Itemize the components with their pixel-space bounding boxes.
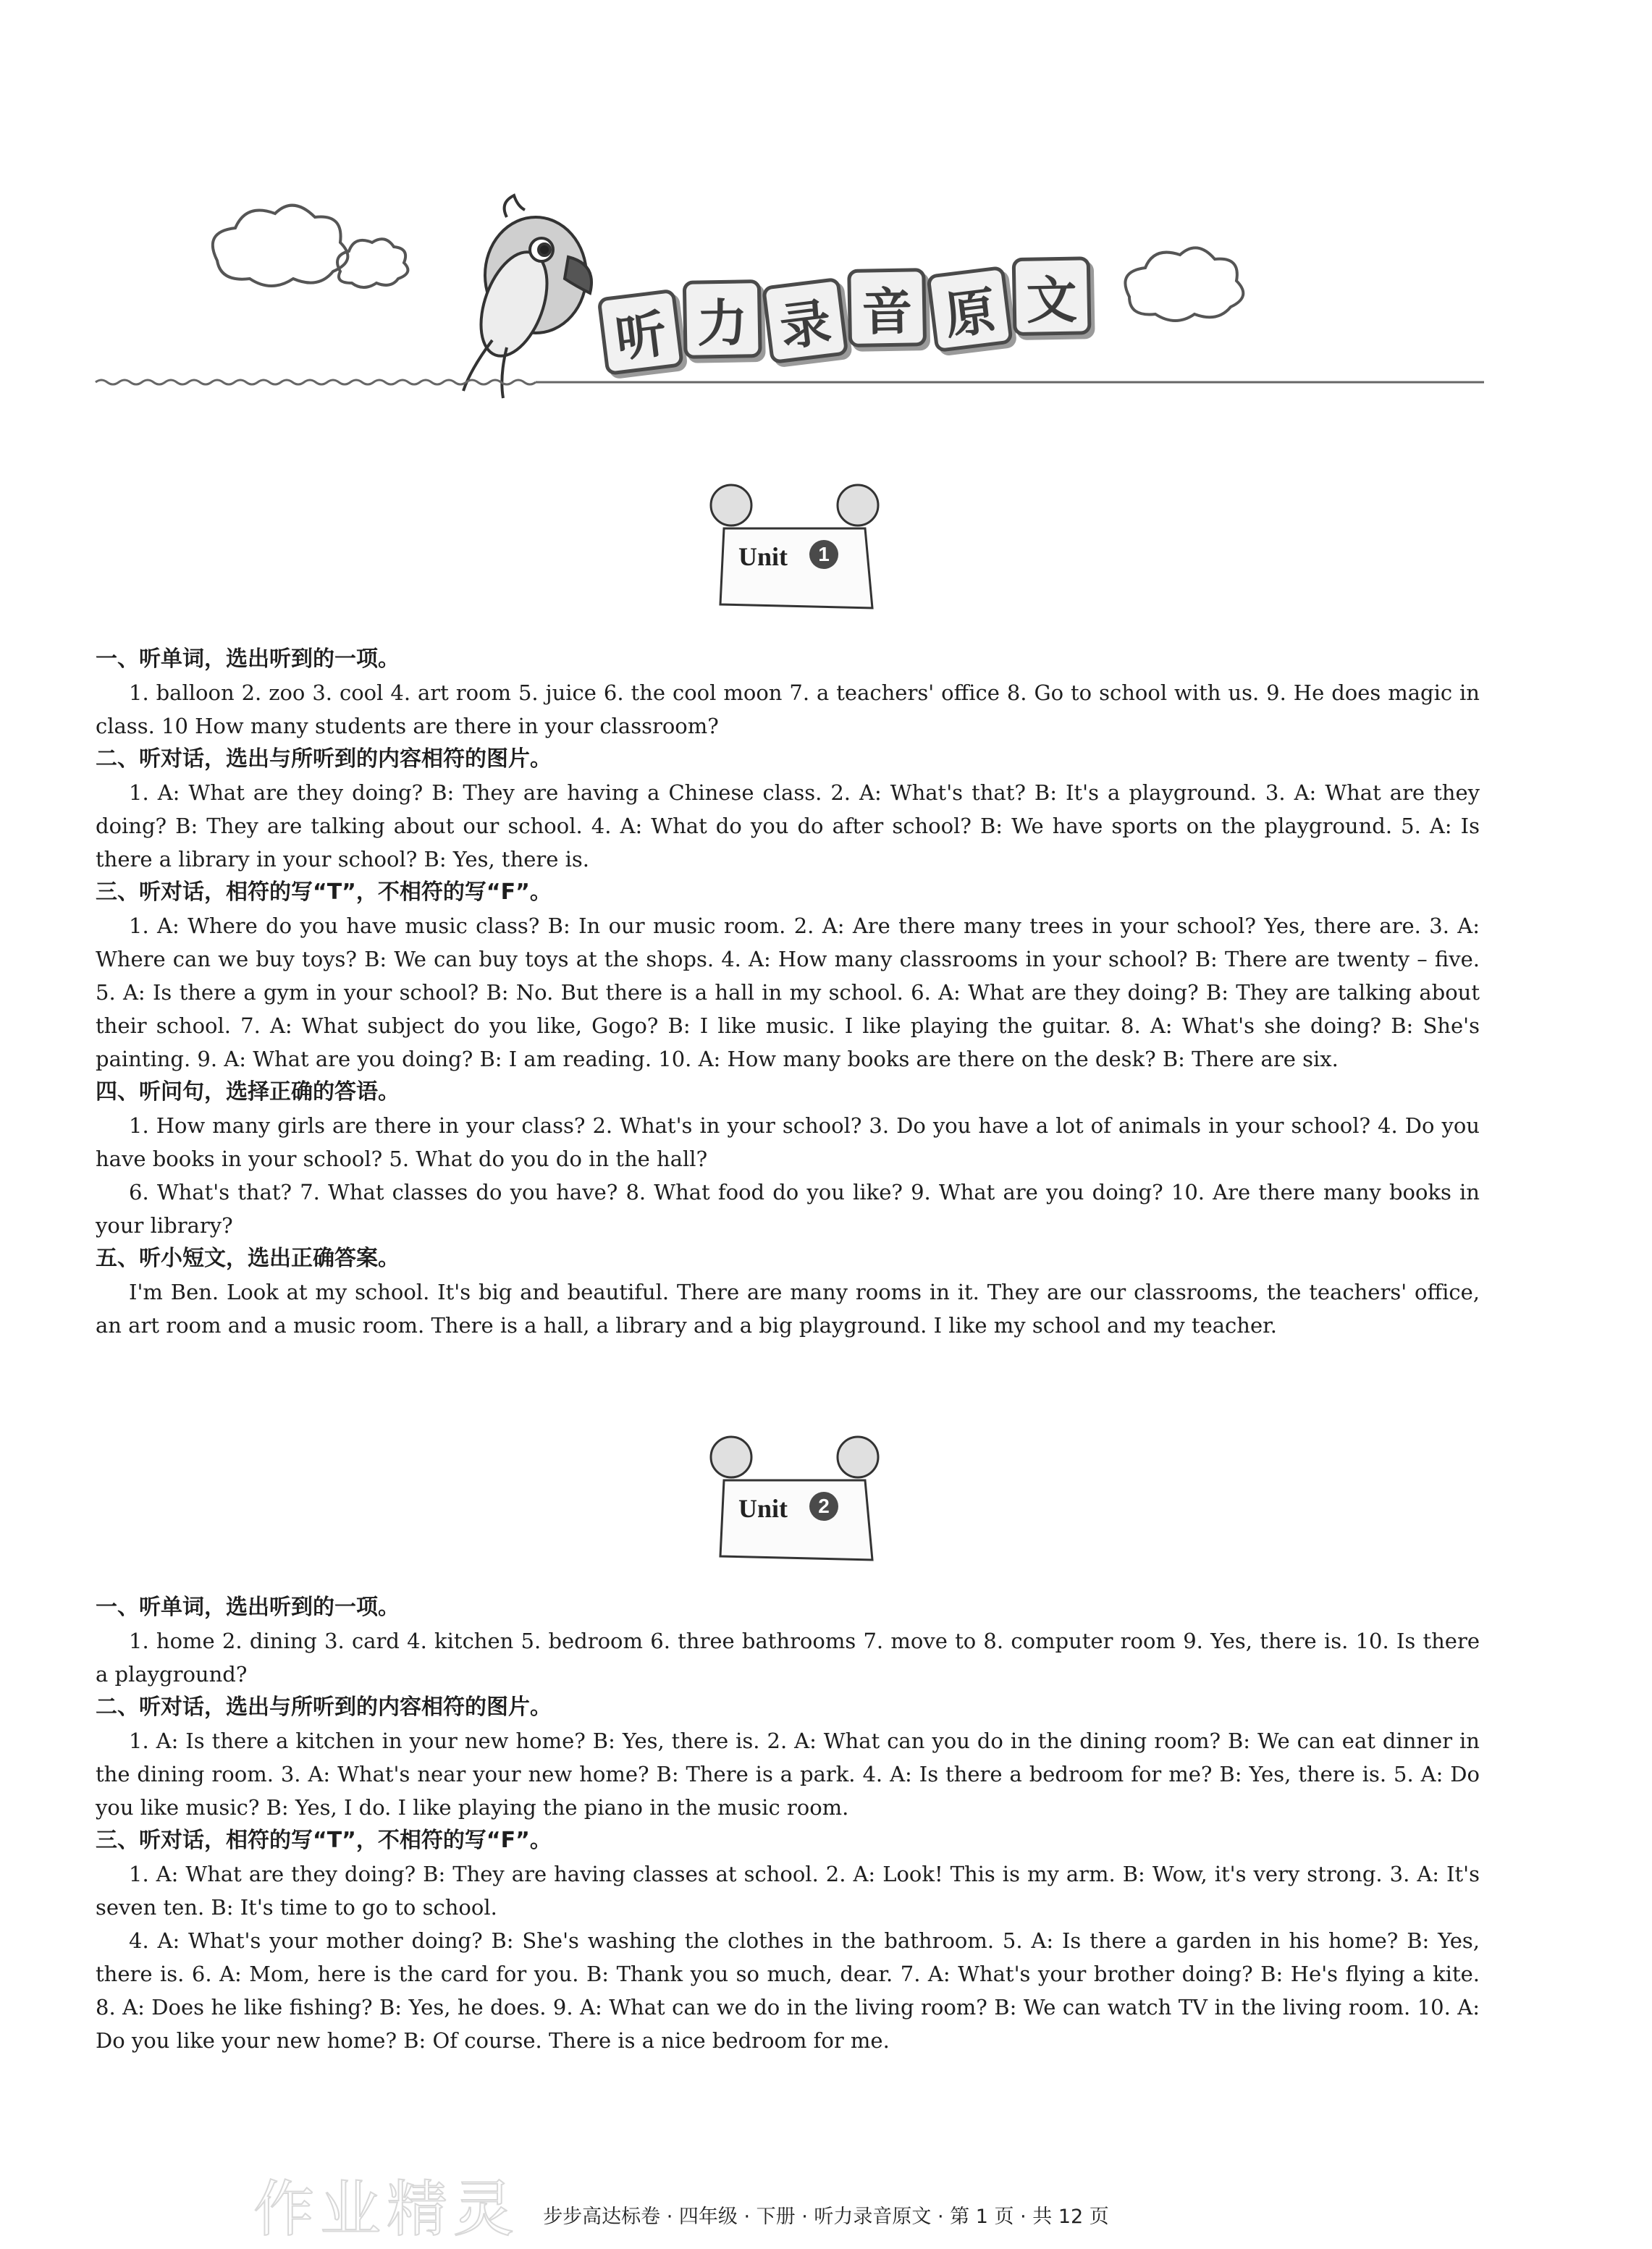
balloon-icon — [702, 1430, 890, 1574]
section-text: 1. A: Is there a kitchen in your new home? B: Yes, there is. 2. A: What can you do in the dining room? B: We can eat dinner in the dining room. 3. A: What's near your new home? B: There is a park. 4. A: Is there a bedroom for me? B: Yes, there is. 5. A: Do you like music? B: Yes, I do. I like playing the piano in the music room. — [96, 1729, 1480, 1820]
title-char: 文 — [1012, 256, 1092, 336]
section-text: I'm Ben. Look at my school. It's big and beautiful. There are many rooms in it. They are our classrooms, the teachers' office, an art room and a music room. There is a hall, a library and a big playground. I like my school and my teacher. — [96, 1280, 1480, 1338]
title-char: 原 — [926, 266, 1013, 353]
header-banner — [0, 0, 1652, 434]
unit1-number: 1 — [809, 540, 838, 569]
section-heading: 三、听对话，相符的写“T”，不相符的写“F”。 — [96, 879, 552, 905]
title-char: 音 — [847, 268, 927, 347]
section-heading: 二、听对话，选出与所听到的内容相符的图片。 — [96, 1695, 552, 1720]
unit2-badge — [702, 1430, 890, 1574]
section-text: 1. How many girls are there in your class? 2. What's in your school? 3. Do you have a lot of animals in your school? 4. Do you have books in your school? 5. What do you do in the hall? — [96, 1113, 1480, 1171]
section-text: 4. A: What's your mother doing? B: She's washing the clothes in the bathroom. 5. A: Is there a garden in his home? B: Yes, there is. 6. A: Mom, here is the card for you. B: Thank you so much, dear. 7. A: What's your brother doing? B: He's flying a kite. 8. A: Does he like fishing? B: Yes, he does. 9. A: What can we do in the living room? B: We can watch TV in the living room. 10. A: Do you like your new home? B: Of course. There is a nice bedroom for me. — [96, 1928, 1480, 2053]
section-heading: 五、听小短文，选出正确答案。 — [96, 1246, 400, 1271]
section-heading: 一、听单词，选出听到的一项。 — [96, 646, 400, 672]
section-heading: 二、听对话，选出与所听到的内容相符的图片。 — [96, 746, 552, 772]
unit1-content — [96, 643, 1480, 1342]
unit2-content — [96, 1591, 1480, 2057]
section-text: 6. What's that? 7. What classes do you have? 8. What food do you like? 9. What are you doing? 10. Are there many books in your library? — [96, 1180, 1480, 1238]
unit2-number: 2 — [809, 1492, 838, 1521]
header-divider — [96, 380, 1484, 384]
section-text: 1. balloon 2. zoo 3. cool 4. art room 5. juice 6. the cool moon 7. a teachers' office 8. Go to school with us. 9. He does magic in class. 10 How many students are there in your classroom? — [96, 680, 1480, 738]
parrot-icon — [463, 195, 591, 398]
unit1-label: Unit — [738, 542, 788, 571]
section-text: 1. A: What are they doing? B: They are having a Chinese class. 2. A: What's that? B: It's a playground. 3. A: What are they doing? B: They are talking about our school. 4. A: What do you do after school? B: We have sports on the playground. 5. A: Is there a library in your school? B: Yes, there is. — [96, 780, 1480, 872]
section-text: 1. home 2. dining 3. card 4. kitchen 5. bedroom 6. three bathrooms 7. move to 8. computer room 9. Yes, there is. 10. Is there a playground? — [96, 1629, 1480, 1687]
section-heading: 一、听单词，选出听到的一项。 — [96, 1595, 400, 1620]
unit1-badge — [702, 478, 890, 623]
title-char: 录 — [762, 277, 848, 364]
title-char: 力 — [683, 279, 762, 359]
watermark: 作业精灵 — [253, 2174, 521, 2245]
title-char: 听 — [597, 289, 684, 376]
section-text: 1. A: Where do you have music class? B: In our music room. 2. A: Are there many trees in your school? Yes, there are. 3. A: Where can we buy toys? B: We can buy toys at the shops. 4. A: How many classrooms in your school? B: There are twenty – five. 5. A: Is there a gym in your school? B: No. But there is a hall in my school. 6. A: What are they doing? B: They are talking about their school. 7. A: What subject do you like, Gogo? B: I like music. I like playing the guitar. 8. A: What's she doing? B: She's painting. 9. A: What are you doing? B: I am reading. 10. A: How many books are there on the desk? B: There are six. — [96, 913, 1480, 1071]
unit2-label: Unit — [738, 1494, 788, 1523]
section-heading: 四、听问句，选择正确的答语。 — [96, 1079, 400, 1105]
section-heading: 三、听对话，相符的写“T”，不相符的写“F”。 — [96, 1828, 552, 1853]
page-footer: 步步高达标卷 · 四年级 · 下册 · 听力录音原文 · 第 1 页 · 共 12 页 — [543, 2206, 1109, 2228]
balloon-icon — [702, 478, 890, 623]
section-text: 1. A: What are they doing? B: They are having classes at school. 2. A: Look! This is my arm. B: Wow, it's very strong. 3. A: It's seven ten. B: It's time to go to school. — [96, 1862, 1480, 1920]
